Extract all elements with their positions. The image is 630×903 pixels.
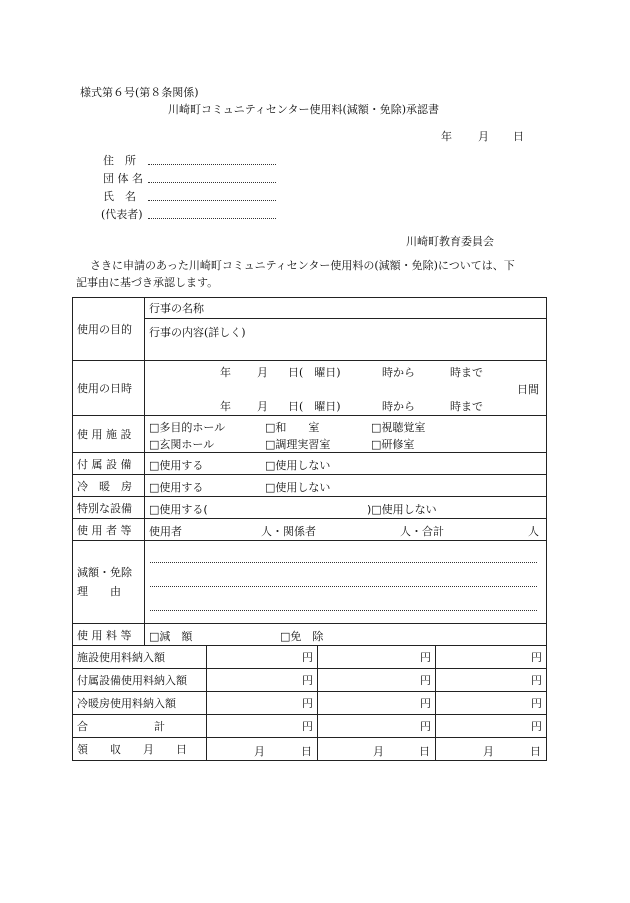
dt-end-year: 年 — [220, 400, 231, 413]
fee-amount-cell[interactable] — [318, 646, 436, 669]
facility-option-av-room[interactable]: □視聴覚室 — [371, 421, 426, 434]
special-equipment-use-no[interactable]: )□使用しない — [367, 503, 437, 516]
users-end-label: 人 — [528, 525, 539, 538]
form-number: 様式第６号(第８条関係) — [80, 86, 199, 99]
group-name-field[interactable] — [148, 182, 276, 183]
issuer-name: 川崎町教育委員会 — [406, 235, 494, 248]
receipt-day: 日 — [530, 745, 541, 758]
reason-cell[interactable] — [145, 541, 547, 624]
fee-row-facility-label: 施設使用料納入額 — [73, 646, 207, 669]
fee-amount-cell[interactable] — [207, 669, 318, 692]
yen-unit: 円 — [420, 674, 431, 687]
fee-amount-cell[interactable] — [207, 715, 318, 738]
fee-row-equipment-label: 付属設備使用料納入額 — [73, 669, 207, 692]
receipt-date-label: 領 収 月 日 — [73, 738, 207, 761]
equipment-use-yes[interactable]: □使用する — [149, 459, 204, 472]
yen-unit: 円 — [531, 720, 542, 733]
users-user-label: 使用者 — [149, 525, 182, 538]
special-equipment-cell — [145, 497, 547, 519]
fee-amount-cell[interactable] — [318, 692, 436, 715]
facility-label: 使 用 施 設 — [73, 416, 145, 453]
facility-option-entrance-hall[interactable]: □玄関ホール — [149, 438, 215, 451]
address-field[interactable] — [148, 164, 276, 165]
table-row — [73, 475, 547, 497]
receipt-month: 月 — [373, 745, 384, 758]
dt-start-from: 時から — [382, 366, 415, 379]
fee-row-aircon-label: 冷暖房使用料納入額 — [73, 692, 207, 715]
special-equipment-use-yes[interactable]: □使用する( — [149, 503, 208, 516]
receipt-date-cell[interactable] — [318, 738, 436, 761]
fee-label: 使 用 料 等 — [73, 624, 145, 646]
equipment-use-no[interactable]: □使用しない — [265, 459, 331, 472]
reason-line-3 — [150, 610, 537, 611]
fee-exempt-option[interactable]: □免 除 — [280, 630, 324, 643]
table-row — [73, 624, 547, 646]
datetime-label: 使用の日時 — [73, 361, 145, 416]
document-title: 川崎町コミュニティセンター使用料(減額・免除)承認書 — [168, 103, 440, 116]
issue-date-month: 月 — [478, 130, 489, 143]
event-detail-label: 行事の内容(詳しく) — [149, 326, 246, 339]
facility-option-training-room[interactable]: □研修室 — [371, 438, 415, 451]
reason-line-2 — [150, 586, 537, 587]
yen-unit: 円 — [302, 674, 313, 687]
datetime-cell[interactable] — [145, 361, 547, 416]
fee-amount-cell[interactable] — [318, 669, 436, 692]
event-detail-cell[interactable] — [145, 319, 547, 361]
fee-amount-cell[interactable] — [207, 646, 318, 669]
receipt-month: 月 — [483, 745, 494, 758]
table-row — [73, 453, 547, 475]
aircon-cell — [145, 475, 547, 497]
dt-start-day: 日( 曜日) — [288, 366, 341, 379]
equipment-cell — [145, 453, 547, 475]
table-row — [73, 646, 547, 669]
dt-end-from: 時から — [382, 400, 415, 413]
equipment-label: 付 属 設 備 — [73, 453, 145, 475]
table-row — [73, 541, 547, 624]
users-total-label: 人・合計 — [400, 525, 444, 538]
name-label: 氏 名 — [103, 190, 136, 203]
reason-label — [73, 541, 145, 624]
fee-amount-cell[interactable] — [436, 692, 547, 715]
facility-cell — [145, 416, 547, 453]
receipt-month: 月 — [254, 745, 265, 758]
group-name-label: 団 体 名 — [103, 172, 143, 185]
event-name-cell[interactable] — [145, 298, 547, 319]
address-label: 住 所 — [103, 154, 136, 167]
receipt-day: 日 — [301, 745, 312, 758]
event-name-label: 行事の名称 — [149, 302, 204, 315]
dt-days: 日間 — [517, 383, 539, 396]
users-label: 使 用 者 等 — [73, 519, 145, 541]
table-row — [73, 361, 547, 416]
facility-option-multipurpose-hall[interactable]: □多目的ホール — [149, 421, 226, 434]
dt-end-to: 時まで — [450, 400, 483, 413]
fee-amount-cell[interactable] — [318, 715, 436, 738]
table-row — [73, 519, 547, 541]
reason-label-line-2: 理 由 — [77, 585, 121, 598]
yen-unit: 円 — [531, 674, 542, 687]
representative-field[interactable] — [148, 218, 276, 219]
fee-row-total-label: 合 計 — [73, 715, 207, 738]
fee-amount-cell[interactable] — [436, 669, 547, 692]
dt-end-month: 月 — [257, 400, 268, 413]
yen-unit: 円 — [420, 697, 431, 710]
table-row — [73, 298, 547, 319]
aircon-use-no[interactable]: □使用しない — [265, 481, 331, 494]
issue-date-year: 年 — [441, 130, 452, 143]
yen-unit: 円 — [531, 697, 542, 710]
dt-end-day: 日( 曜日) — [288, 400, 341, 413]
yen-unit: 円 — [302, 697, 313, 710]
users-related-label: 人・関係者 — [261, 525, 316, 538]
receipt-date-cell[interactable] — [436, 738, 547, 761]
table-row — [73, 416, 547, 453]
dt-start-to: 時まで — [450, 366, 483, 379]
special-equipment-label: 特別な設備 — [73, 497, 145, 519]
fee-reduce-option[interactable]: □減 額 — [149, 630, 193, 643]
facility-option-cooking-room[interactable]: □調理実習室 — [265, 438, 331, 451]
aircon-use-yes[interactable]: □使用する — [149, 481, 204, 494]
users-cell[interactable] — [145, 519, 547, 541]
fee-cell — [145, 624, 547, 646]
dt-start-month: 月 — [257, 366, 268, 379]
table-row — [73, 497, 547, 519]
body-text-line-1: さきに申請のあった川崎町コミュニティセンター使用料の(減額・免除)については、下 — [90, 259, 515, 272]
table-row — [73, 319, 547, 361]
yen-unit: 円 — [420, 651, 431, 664]
purpose-label: 使用の目的 — [73, 298, 145, 361]
facility-option-japanese-room[interactable]: □和 室 — [265, 421, 320, 434]
body-text-line-2: 記事由に基づき承認します。 — [76, 276, 219, 289]
name-field[interactable] — [148, 200, 276, 201]
yen-unit: 円 — [531, 651, 542, 664]
reason-line-1 — [150, 562, 537, 563]
representative-label: (代表者) — [101, 208, 143, 221]
table-row — [73, 692, 547, 715]
approval-form-table — [72, 297, 547, 761]
yen-unit: 円 — [302, 720, 313, 733]
fee-amount-cell[interactable] — [436, 646, 547, 669]
receipt-day: 日 — [419, 745, 430, 758]
reason-label-line-1: 減額・免除 — [77, 566, 132, 579]
issue-date-day: 日 — [513, 130, 524, 143]
receipt-date-cell[interactable] — [207, 738, 318, 761]
dt-start-year: 年 — [220, 366, 231, 379]
table-row — [73, 715, 547, 738]
yen-unit: 円 — [302, 651, 313, 664]
yen-unit: 円 — [420, 720, 431, 733]
table-row — [73, 738, 547, 761]
table-row — [73, 669, 547, 692]
fee-amount-cell[interactable] — [207, 692, 318, 715]
fee-amount-cell[interactable] — [436, 715, 547, 738]
aircon-label: 冷 暖 房 — [73, 475, 145, 497]
